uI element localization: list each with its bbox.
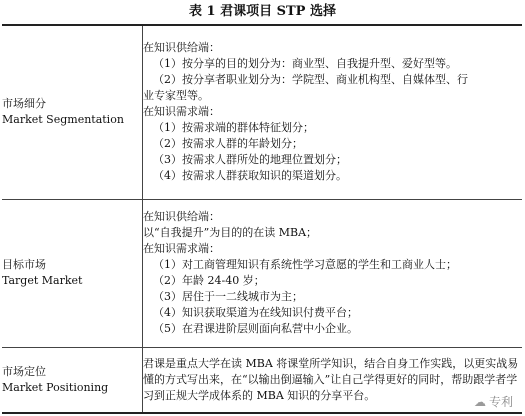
content-line: （4）按需求人群获取知识的渠道划分。	[153, 169, 347, 183]
row-label-target	[2, 199, 143, 347]
content-line: 业专家型等。	[143, 89, 209, 103]
table-row-target	[2, 199, 522, 347]
content-line: （1）按需求端的群体特征划分；	[153, 121, 314, 135]
label-cn: 市场细分	[2, 97, 46, 111]
row-content-segmentation	[143, 25, 523, 199]
content-line: （5）在君课进阶层则面向私营中小企业。	[153, 322, 358, 335]
content-line: （4）知识获取渠道为在线知识付费平台；	[153, 306, 358, 319]
watermark-text: 专利	[488, 395, 513, 409]
content-line: （1）按分享的目的划分为：商业型、自我提升型、爱好型等。	[153, 57, 457, 71]
label-cn: 市场定位	[2, 364, 46, 378]
label-en: Market Positioning	[2, 380, 109, 394]
table-caption: 表 1 君课项目 STP 选择	[189, 4, 336, 19]
label-cn: 目标市场	[2, 258, 46, 271]
table-row-segmentation	[2, 25, 522, 199]
content-line: 在知识供给端：	[143, 210, 220, 223]
row-content-positioning	[143, 347, 523, 413]
content-line: （2）按分享者职业划分为：学院型、商业机构型、自媒体型、行	[153, 73, 468, 87]
content-line: （2）按需求人群的年龄划分；	[153, 137, 303, 151]
label-en: Market Segmentation	[2, 113, 124, 127]
row-content-target	[143, 199, 523, 347]
content-line: 在知识需求端：	[143, 105, 220, 119]
watermark	[472, 393, 515, 410]
table-row-positioning	[2, 347, 522, 413]
content-line: 在知识供给端：	[143, 41, 220, 55]
content-line: （3）按需求人群所处的地理位置划分；	[153, 153, 347, 167]
content-line: 在知识需求端：	[143, 242, 220, 255]
content-line: （2）年龄 24-40 岁；	[153, 274, 265, 287]
chat-bubble-icon: ☁	[473, 395, 486, 409]
content-line: （1）对工商管理知识有系统性学习意愿的学生和工商业人士；	[153, 258, 457, 271]
row-label-segmentation	[2, 25, 143, 199]
stp-table	[2, 24, 522, 414]
positioning-text: 君课是重点大学在读 MBA 将课堂所学知识，结合自身工作实践，以更实战易懂的方式写出来，在“以输出倒逼输入”让自己学得更好的同时，帮助跟学者学习到正规大学成体系的 MBA 知识的分享平台。	[143, 356, 519, 402]
label-en: Target Market	[2, 274, 83, 287]
row-label-positioning	[2, 347, 143, 413]
content-line: 以“自我提升”为目的的在读 MBA；	[143, 226, 318, 239]
content-line: （3）居住于一二线城市为主；	[153, 290, 303, 303]
